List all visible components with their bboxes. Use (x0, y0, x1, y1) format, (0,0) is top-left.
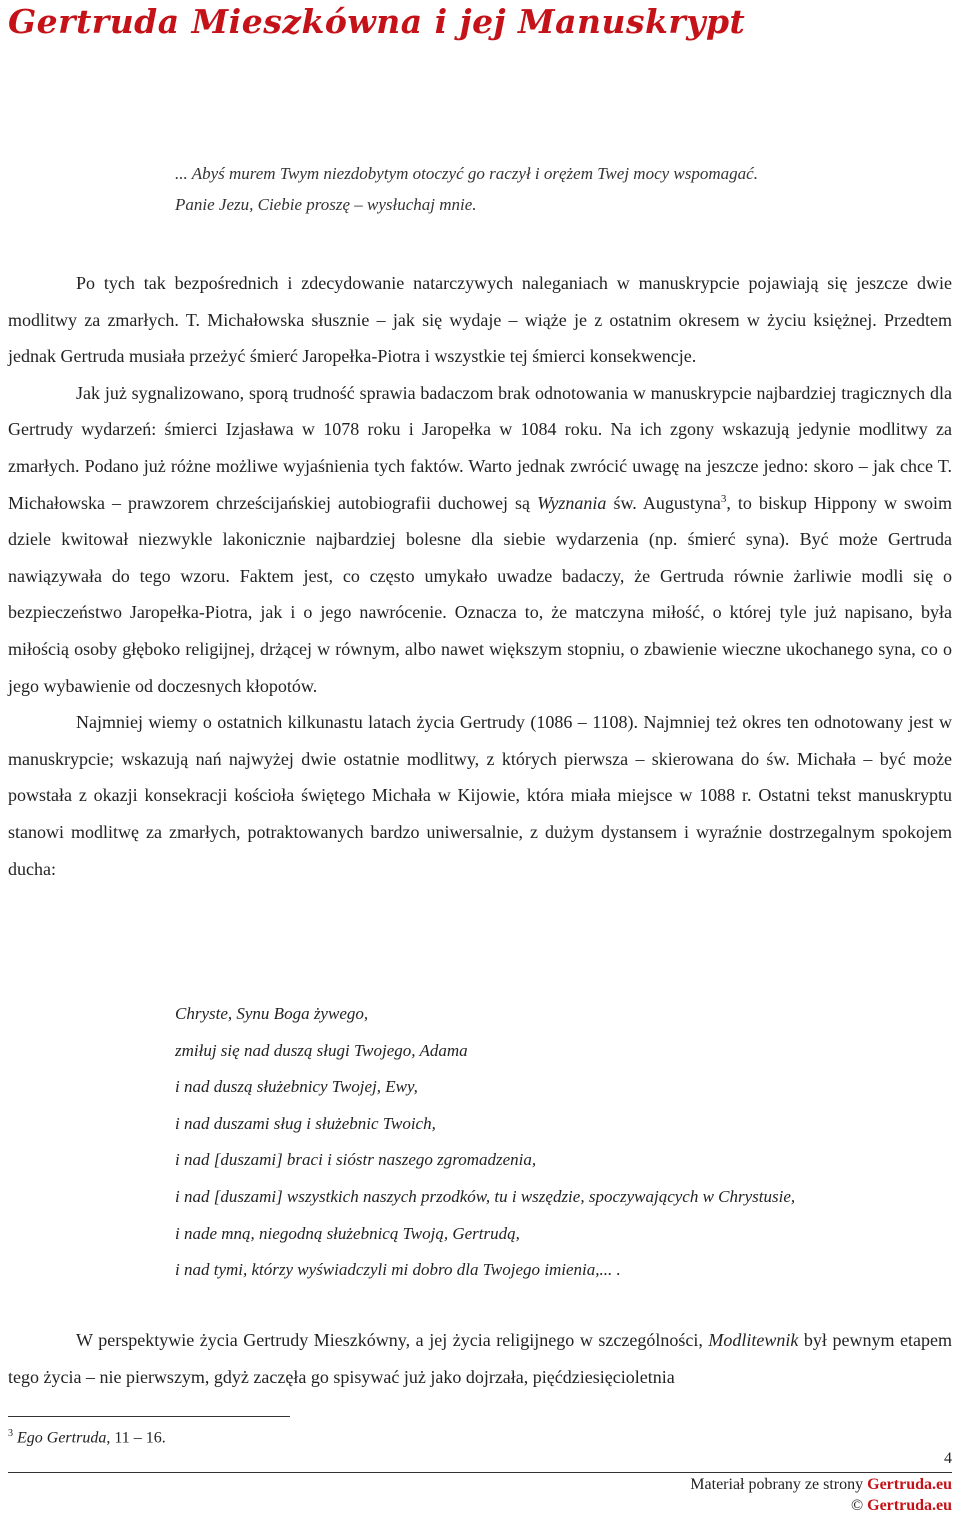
prayer-line: i nad [duszami] braci i sióstr naszego zgromadzenia, (175, 1150, 537, 1170)
prayer-line: Chryste, Synu Boga żywego, (175, 1004, 369, 1023)
paragraph-2-part-b: św. Augustyna (606, 492, 721, 513)
prayer-quote (175, 996, 795, 1289)
footnote (8, 1428, 166, 1447)
footer-copyright-site[interactable]: Gertruda.eu (867, 1497, 952, 1514)
quote-line-2: Panie Jezu, Ciebie proszę – wysłuchaj mnie. (175, 195, 477, 214)
body-text-continued (8, 1322, 952, 1395)
prayer-line: i nad [duszami] wszystkich naszych przodków, tu i wszędzie, spoczywających w Chrystusie, (175, 1186, 796, 1206)
footer-copyright (851, 1497, 952, 1515)
footer-source-label: Materiał pobrany ze strony (690, 1476, 868, 1493)
quote-excerpt (175, 158, 758, 220)
footnote-title: Ego Gertruda (17, 1429, 107, 1447)
paragraph-1: Po tych tak bezpośrednich i zdecydowanie natarczywych naleganiach w manuskrypcie pojawiają się jeszcze dwie modlitwy za zmarłych. T. Michałowska słusznie – jak się wydaje – wiąże je z ostatnim okresem w życiu księżnej. Przedtem jednak Gertruda musiała przeżyć śmierć Jaropełka-Piotra i wszystkie tej śmierci konsekwencje. (8, 273, 952, 367)
work-title-wyznania: Wyznania (537, 492, 607, 513)
prayer-line: zmiłuj się nad duszą sługi Twojego, Adama (175, 1040, 468, 1060)
work-title-modlitewnik: Modlitewnik (708, 1330, 799, 1350)
footer-divider (8, 1472, 952, 1473)
footer-copyright-symbol: © (850, 1497, 868, 1514)
prayer-line: i nad duszą służebnicy Twojej, Ewy, (175, 1077, 418, 1097)
prayer-line: i nad tymi, którzy wyświadczyli mi dobro dla Twojego imienia,... . (175, 1260, 621, 1280)
footnote-marker: 3 (8, 1428, 13, 1439)
paragraph-2-part-a: Jak już sygnalizowano, sporą trudność sprawia badaczom brak odnotowania w manuskrypcie najbardziej tragicznych dla Gertrudy wydarzeń: śmierci Izjasława w 1078 roku i Jaropełka w 1084 roku. Na ich zgony wskazują jedynie modlitwy za zmarłych. Podano już różne możliwe wyjaśnienia tych faktów. Warto jednak zwrócić uwagę na jeszcze jedno: skoro – jak chce T. Michałowska – prawzorem chrześcijańskiej autobiografii duchowej są (8, 382, 952, 513)
body-text-main (8, 265, 952, 887)
footer-source (690, 1476, 952, 1494)
paragraph-2 (8, 375, 952, 704)
page-title: Gertruda Mieszkówna i jej Manuskrypt (8, 2, 746, 41)
footer-site-link[interactable]: Gertruda.eu (867, 1476, 952, 1493)
paragraph-4-part-a: W perspektywie życia Gertrudy Mieszkówny, a jej życia religijnego w szczególności, (76, 1330, 709, 1350)
paragraph-2-part-c: , to biskup Hippony w swoim dziele kwitował niezwykle lakonicznie najbardziej bolesne dla siebie wydarzenia (np. śmierć syna). Być może Gertruda nawiązywała do tego wzoru. Faktem jest, co często umykało uwadze badaczy, że Gertruda równie żarliwie modli się o bezpieczeństwo Jaropełka-Piotra, jak i o jego nawrócenie. Oznacza to, że matczyna miłość, o której tyle już napisano, była miłością osoby głęboko religijnej, drżącej w równym, albo nawet większym stopniu, o zbawienie wieczne ukochanego syna, co o jego wybawienie od doczesnych kłopotów. (8, 492, 952, 696)
quote-line-1: ... Abyś murem Twym niezdobytym otoczyć go raczył i orężem Twej mocy wspomagać. (175, 164, 758, 183)
paragraph-4 (8, 1322, 952, 1395)
prayer-line: i nad duszami sług i służebnic Twoich, (175, 1113, 436, 1133)
paragraph-3: Najmniej wiemy o ostatnich kilkunastu latach życia Gertrudy (1086 – 1108). Najmniej też okres ten odnotowany jest w manuskrypcie; wskazują nań najwyżej dwie ostatnie modlitwy, z których pierwsza – skierowana do św. Michała – być może powstała z okazji konsekracji kościoła świętego Michała w Kijowie, która miała miejsce w 1088 r. Ostatni tekst manuskryptu stanowi modlitwę za zmarłych, potraktowanych bardzo uniwersalnie, z dużym dystansem i wyraźnie dostrzegalnym spokojem ducha: (8, 712, 952, 879)
footnote-ref[interactable]: 3 (720, 492, 727, 505)
prayer-line: i nade mną, niegodną służebnicą Twoją, Gertrudą, (175, 1223, 520, 1243)
page-number: 4 (944, 1450, 952, 1467)
paragraph-4-part-b: był pewnym etapem tego życia – nie pierwszym, gdyż zaczęła go spisywać już jako dojrzała, pięćdziesięcioletnia (8, 1330, 952, 1387)
footnote-divider (8, 1416, 290, 1417)
footnote-ref-text: , 11 – 16. (106, 1429, 166, 1447)
